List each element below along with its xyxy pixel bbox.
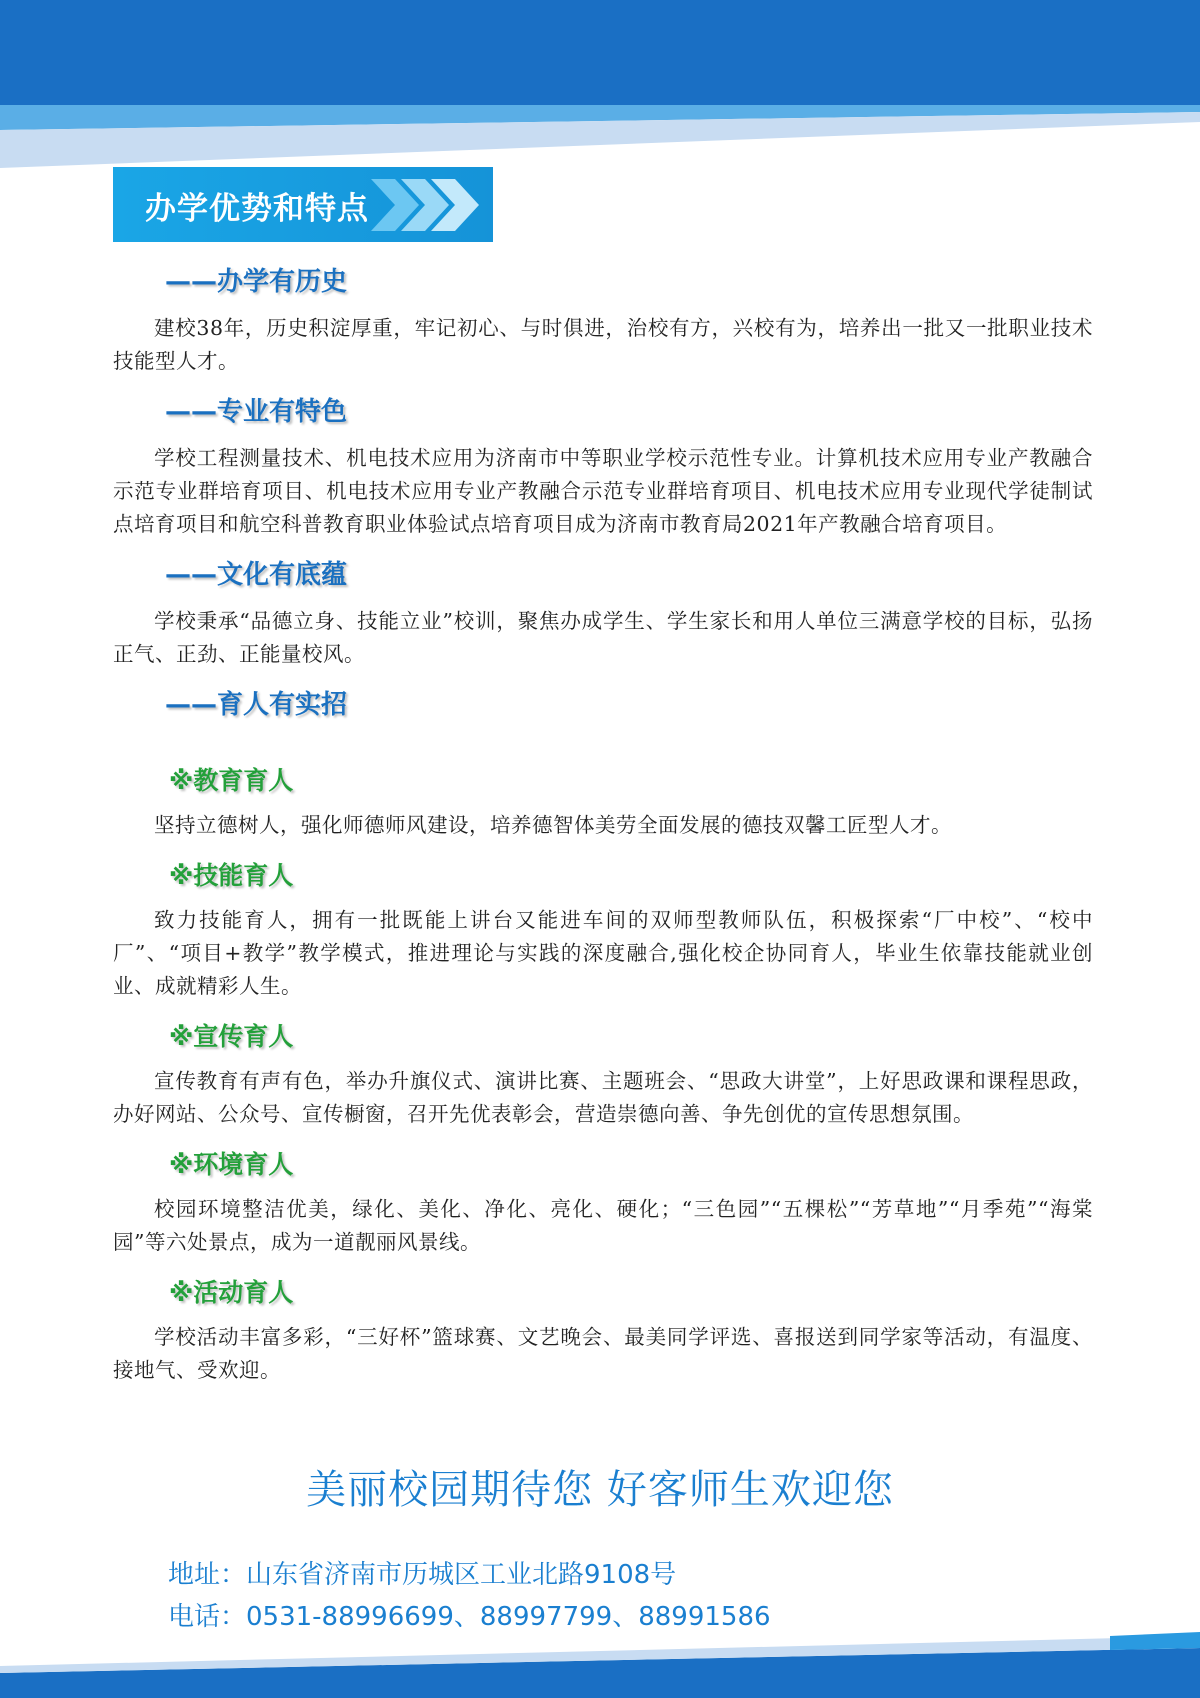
- heading-education: ——育人有实招: [165, 690, 348, 720]
- page-title: 办学优势和特点: [145, 191, 369, 227]
- paragraph-history: 建校38年，历史积淀厚重，牢记初心、与时俱进，治校有方，兴校有为，培养出一批又一批职业技术技能型人才。: [113, 316, 1093, 373]
- subheading-skill-education: ※技能育人: [169, 861, 294, 890]
- paragraph-publicity-education: 宣传教育有声有色，举办升旗仪式、演讲比赛、主题班会、“思政大讲堂”，上好思政课和课程思政，办好网站、公众号、宣传橱窗，召开先优表彰会，营造崇德向善、争先创优的宣传思想氛围。: [113, 1069, 1093, 1126]
- paragraph-specialty: 学校工程测量技术、机电技术应用为济南市中等职业学校示范性专业。计算机技术应用专业产教融合示范专业群培育项目、机电技术应用专业产教融合示范专业群培育项目、机电技术应用专业现代学徒制试点培育项目和航空科普教育职业体验试点培育项目成为济南市教育局2021年产教融合培育项目。: [113, 446, 1093, 536]
- paragraph-skill-education: 致力技能育人，拥有一批既能上讲台又能进车间的双师型教师队伍，积极探索“厂中校”、“校中厂”、“项目+教学”教学模式，推进理论与实践的深度融合,强化校企协同育人，毕业生依靠技能就业创业、成就精彩人生。: [113, 908, 1093, 998]
- main-content: [113, 262, 1093, 1401]
- subheading-publicity-education: ※宣传育人: [169, 1022, 294, 1051]
- heading-history: ——办学有历史: [165, 267, 348, 297]
- address-line: 地址：山东省济南市历城区工业北路9108号: [168, 1560, 677, 1590]
- paragraph-environment-education: 校园环境整洁优美，绿化、美化、净化、亮化、硬化；“三色园”“五棵松”“芳草地”“月季苑”“海棠园”等六处景点，成为一道靓丽风景线。: [113, 1197, 1093, 1254]
- welcome-slogan: 美丽校园期待您 好客师生欢迎您: [306, 1467, 894, 1513]
- heading-culture: ——文化有底蕴: [165, 560, 348, 590]
- bottom-footer-band: [0, 1618, 1200, 1698]
- top-header-band: [0, 0, 1200, 175]
- heading-specialty: ——专业有特色: [165, 397, 348, 427]
- paragraph-activity-education: 学校活动丰富多彩，“三好杯”篮球赛、文艺晚会、最美同学评选、喜报送到同学家等活动，有温度、接地气、受欢迎。: [113, 1325, 1093, 1382]
- phone-line: 电话：0531-88996699、88997799、88991586: [168, 1602, 771, 1632]
- subheading-moral-education: ※教育育人: [169, 766, 294, 795]
- paragraph-culture: 学校秉承“品德立身、技能立业”校训，聚焦办成学生、学生家长和用人单位三满意学校的目标，弘扬正气、正劲、正能量校风。: [113, 609, 1093, 666]
- paragraph-moral-education: 坚持立德树人，强化师德师风建设，培养德智体美劳全面发展的德技双馨工匠型人才。: [154, 813, 952, 837]
- subheading-environment-education: ※环境育人: [169, 1150, 294, 1179]
- chevrons-icon: [371, 179, 489, 231]
- title-banner: [113, 167, 493, 242]
- subheading-activity-education: ※活动育人: [169, 1278, 294, 1307]
